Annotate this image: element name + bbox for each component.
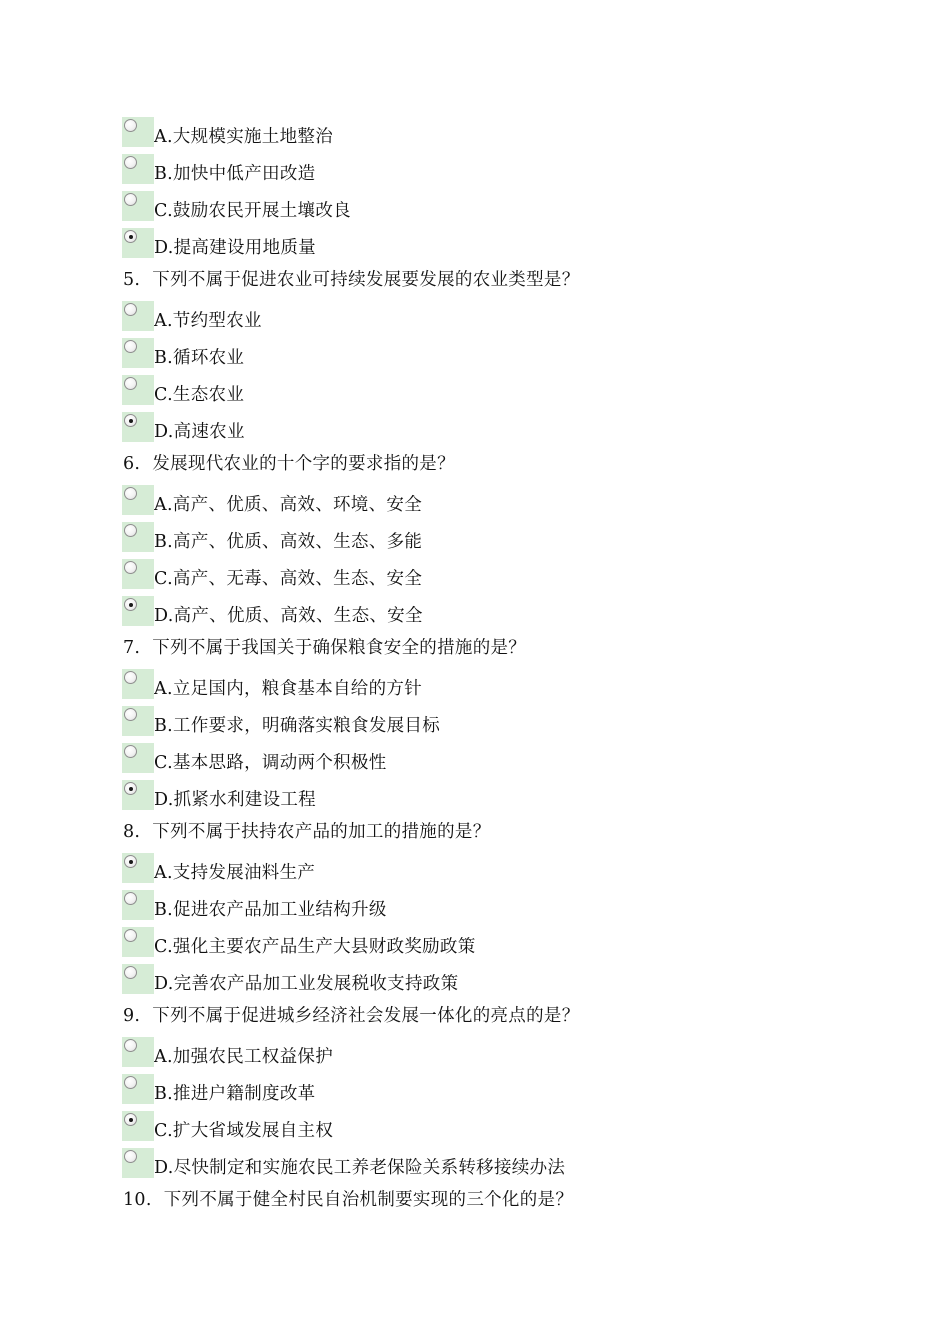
radio-button-box[interactable] xyxy=(122,412,154,442)
answer-option-b[interactable] xyxy=(0,522,950,559)
radio-unchecked-icon[interactable] xyxy=(124,524,137,537)
radio-button-box[interactable] xyxy=(122,1148,154,1178)
option-label: C.基本思路，调动两个积极性 xyxy=(154,753,387,773)
radio-unchecked-icon[interactable] xyxy=(124,119,137,132)
answer-option-c[interactable] xyxy=(0,375,950,412)
question-number: 5. xyxy=(123,270,141,290)
answer-option-a[interactable] xyxy=(0,117,950,154)
answer-option-d[interactable] xyxy=(0,964,950,1001)
radio-unchecked-icon[interactable] xyxy=(124,487,137,500)
radio-unchecked-icon[interactable] xyxy=(124,745,137,758)
option-label: C.扩大省域发展自主权 xyxy=(154,1121,334,1141)
radio-button-box[interactable] xyxy=(122,706,154,736)
question-10 xyxy=(0,1185,950,1221)
question-number: 10. xyxy=(123,1190,152,1210)
question-number: 6. xyxy=(123,454,141,474)
option-label: C.鼓励农民开展土壤改良 xyxy=(154,201,351,221)
radio-button-box[interactable] xyxy=(122,853,154,883)
question-text: 下列不属于促进农业可持续发展要发展的农业类型是？ xyxy=(152,270,580,290)
answer-option-b[interactable] xyxy=(0,890,950,927)
option-label: B.加快中低产田改造 xyxy=(154,164,316,184)
question-6 xyxy=(0,449,950,485)
question-number: 7. xyxy=(123,638,141,658)
radio-unchecked-icon[interactable] xyxy=(124,1076,137,1089)
radio-checked-icon[interactable] xyxy=(124,855,137,868)
radio-button-box[interactable] xyxy=(122,301,154,331)
option-label: A.支持发展油料生产 xyxy=(154,863,316,883)
radio-unchecked-icon[interactable] xyxy=(124,156,137,169)
answer-option-d[interactable] xyxy=(0,412,950,449)
question-number: 8. xyxy=(123,822,141,842)
option-label: C.高产、无毒、高效、生态、安全 xyxy=(154,569,423,589)
question-number: 9. xyxy=(123,1006,141,1026)
question-text: 发展现代农业的十个字的要求指的是？ xyxy=(152,454,455,474)
radio-button-box[interactable] xyxy=(122,1074,154,1104)
radio-unchecked-icon[interactable] xyxy=(124,193,137,206)
radio-button-box[interactable] xyxy=(122,191,154,221)
radio-button-box[interactable] xyxy=(122,375,154,405)
radio-checked-icon[interactable] xyxy=(124,782,137,795)
radio-button-box[interactable] xyxy=(122,743,154,773)
radio-unchecked-icon[interactable] xyxy=(124,671,137,684)
radio-button-box[interactable] xyxy=(122,228,154,258)
option-label: D.完善农产品加工业发展税收支持政策 xyxy=(154,974,459,994)
answer-option-b[interactable] xyxy=(0,1074,950,1111)
radio-button-box[interactable] xyxy=(122,669,154,699)
radio-button-box[interactable] xyxy=(122,485,154,515)
radio-unchecked-icon[interactable] xyxy=(124,1150,137,1163)
question-5 xyxy=(0,265,950,301)
question-9 xyxy=(0,1001,950,1037)
radio-button-box[interactable] xyxy=(122,522,154,552)
option-label: D.高产、优质、高效、生态、安全 xyxy=(154,606,423,626)
radio-button-box[interactable] xyxy=(122,1111,154,1141)
radio-unchecked-icon[interactable] xyxy=(124,561,137,574)
radio-button-box[interactable] xyxy=(122,596,154,626)
radio-unchecked-icon[interactable] xyxy=(124,1039,137,1052)
question-text: 下列不属于促进城乡经济社会发展一体化的亮点的是？ xyxy=(152,1006,580,1026)
radio-checked-icon[interactable] xyxy=(124,414,137,427)
answer-option-b[interactable] xyxy=(0,706,950,743)
radio-unchecked-icon[interactable] xyxy=(124,966,137,979)
question-text: 下列不属于扶持农产品的加工的措施的是？ xyxy=(152,822,491,842)
answer-option-a[interactable] xyxy=(0,669,950,706)
radio-checked-icon[interactable] xyxy=(124,230,137,243)
radio-checked-icon[interactable] xyxy=(124,598,137,611)
option-label: A.高产、优质、高效、环境、安全 xyxy=(154,495,422,515)
answer-option-a[interactable] xyxy=(0,1037,950,1074)
option-label: B.促进农产品加工业结构升级 xyxy=(154,900,387,920)
answer-option-c[interactable] xyxy=(0,743,950,780)
answer-option-b[interactable] xyxy=(0,338,950,375)
answer-option-a[interactable] xyxy=(0,853,950,890)
radio-button-box[interactable] xyxy=(122,559,154,589)
question-8 xyxy=(0,817,950,853)
option-label: A.立足国内，粮食基本自给的方针 xyxy=(154,679,422,699)
answer-option-d[interactable] xyxy=(0,228,950,265)
option-label: B.推进户籍制度改革 xyxy=(154,1084,316,1104)
radio-unchecked-icon[interactable] xyxy=(124,377,137,390)
radio-unchecked-icon[interactable] xyxy=(124,708,137,721)
option-label: D.提高建设用地质量 xyxy=(154,238,316,258)
answer-option-a[interactable] xyxy=(0,485,950,522)
radio-button-box[interactable] xyxy=(122,927,154,957)
option-label: D.尽快制定和实施农民工养老保险关系转移接续办法 xyxy=(154,1158,566,1178)
option-label: D.高速农业 xyxy=(154,422,245,442)
question-7 xyxy=(0,633,950,669)
answer-option-c[interactable] xyxy=(0,191,950,228)
option-label: C.生态农业 xyxy=(154,385,245,405)
radio-button-box[interactable] xyxy=(122,338,154,368)
radio-button-box[interactable] xyxy=(122,117,154,147)
answer-option-b[interactable] xyxy=(0,154,950,191)
option-label: A.加强农民工权益保护 xyxy=(154,1047,333,1067)
radio-unchecked-icon[interactable] xyxy=(124,929,137,942)
radio-button-box[interactable] xyxy=(122,890,154,920)
radio-button-box[interactable] xyxy=(122,154,154,184)
radio-checked-icon[interactable] xyxy=(124,1113,137,1126)
answer-option-a[interactable] xyxy=(0,301,950,338)
answer-option-d[interactable] xyxy=(0,780,950,817)
question-text: 下列不属于健全村民自治机制要实现的三个化的是？ xyxy=(163,1190,574,1210)
answer-option-c[interactable] xyxy=(0,559,950,596)
answer-option-d[interactable] xyxy=(0,596,950,633)
answer-option-c[interactable] xyxy=(0,927,950,964)
radio-button-box[interactable] xyxy=(122,964,154,994)
option-label: C.强化主要农产品生产大县财政奖励政策 xyxy=(154,937,476,957)
question-text: 下列不属于我国关于确保粮食安全的措施的是？ xyxy=(152,638,527,658)
option-label: A.节约型农业 xyxy=(154,311,262,331)
radio-unchecked-icon[interactable] xyxy=(124,892,137,905)
radio-unchecked-icon[interactable] xyxy=(124,340,137,353)
radio-button-box[interactable] xyxy=(122,780,154,810)
option-label: B.循环农业 xyxy=(154,348,245,368)
answer-option-d[interactable] xyxy=(0,1148,950,1185)
radio-button-box[interactable] xyxy=(122,1037,154,1067)
option-label: B.高产、优质、高效、生态、多能 xyxy=(154,532,423,552)
option-label: D.抓紧水利建设工程 xyxy=(154,790,316,810)
option-label: A.大规模实施土地整治 xyxy=(154,127,333,147)
quiz-document xyxy=(0,117,950,1221)
radio-unchecked-icon[interactable] xyxy=(124,303,137,316)
option-label: B.工作要求，明确落实粮食发展目标 xyxy=(154,716,441,736)
answer-option-c[interactable] xyxy=(0,1111,950,1148)
